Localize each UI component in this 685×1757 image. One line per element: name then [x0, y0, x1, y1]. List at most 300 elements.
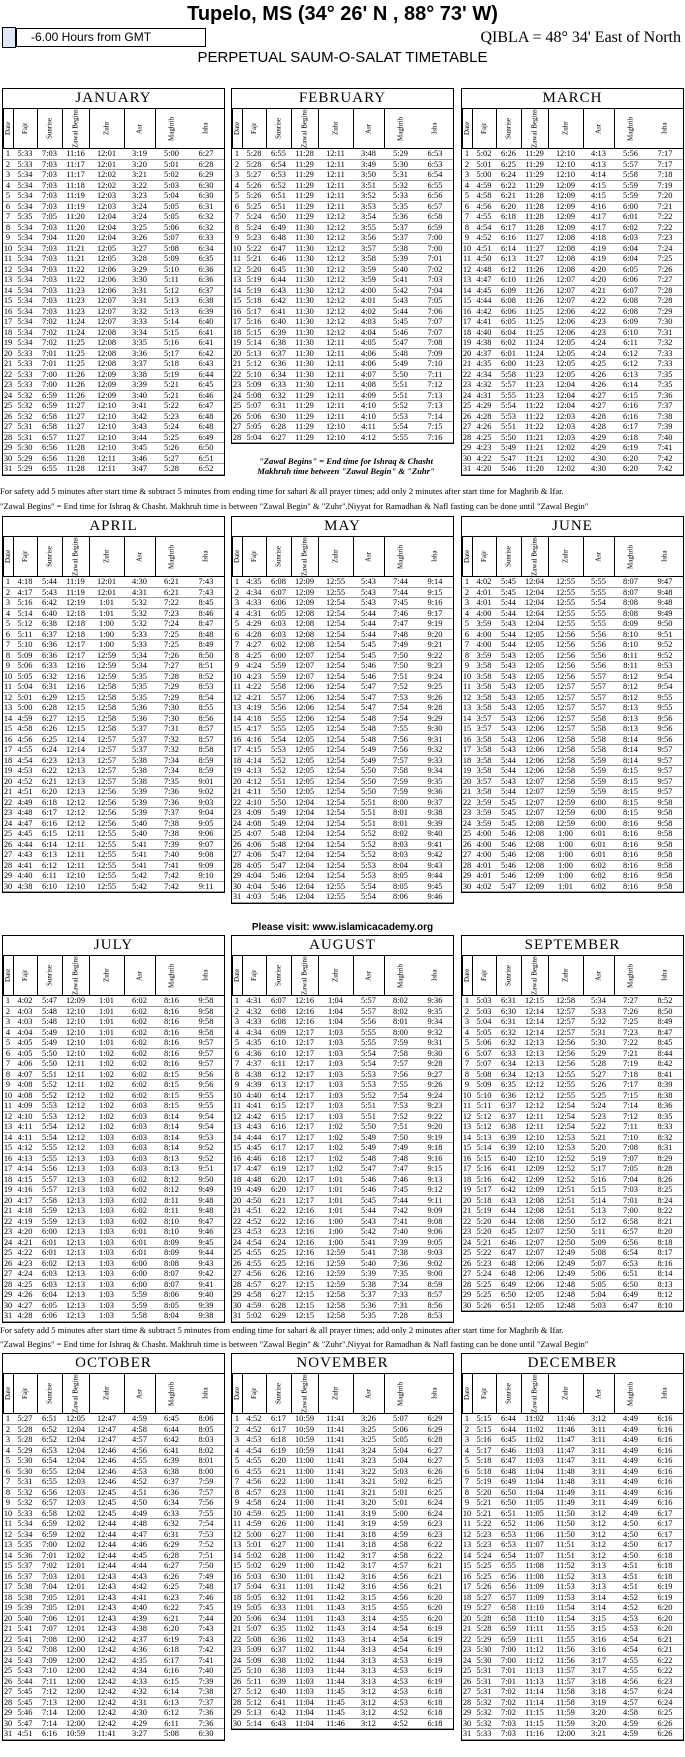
- table-cell: 3:12: [361, 1708, 376, 1717]
- table-cell: 31: [462, 1729, 472, 1738]
- table-cell: 4:46: [246, 1153, 262, 1163]
- table-cell: 7: [234, 1477, 240, 1486]
- table-cell: 1:00: [99, 619, 114, 628]
- table-cell: 5:44: [501, 608, 516, 618]
- table-cell: 4:24: [591, 348, 606, 358]
- table-cell: 5:57: [361, 1006, 376, 1016]
- table-cell: 5:14: [591, 1195, 606, 1205]
- table-row: [232, 651, 453, 662]
- table-cell: 4:10: [17, 1111, 33, 1121]
- table-cell: 4:52: [246, 1424, 262, 1434]
- table-cell: 6:36: [501, 1090, 516, 1100]
- table-row: [3, 672, 224, 683]
- table-cell: 19: [3, 1185, 13, 1194]
- table-cell: 12:09: [65, 996, 86, 1005]
- table-cell: 5:38: [361, 1279, 376, 1289]
- table-cell: 5:32: [132, 619, 147, 628]
- table-row: [3, 766, 224, 777]
- table-cell: 6:24: [657, 1697, 673, 1707]
- table-cell: 8:13: [623, 724, 638, 733]
- table-row: [462, 1059, 683, 1070]
- table-cell: 5:38: [17, 1592, 33, 1602]
- table-cell: 6:20: [164, 1624, 179, 1633]
- table-row: [232, 1446, 453, 1457]
- table-cell: 5: [5, 1038, 11, 1047]
- table-cell: 12:04: [65, 1445, 86, 1455]
- table-cell: 18: [462, 755, 472, 765]
- table-cell: 4:33: [246, 1017, 262, 1026]
- table-cell: 5:49: [361, 1143, 376, 1152]
- column-header: Zawal Begins: [291, 1374, 318, 1413]
- table-row: [3, 464, 224, 475]
- table-cell: 7:32: [164, 734, 179, 744]
- table-cell: 12:08: [524, 1216, 545, 1226]
- table-cell: 11:00: [295, 1487, 314, 1497]
- table-cell: 11:44: [326, 1655, 345, 1665]
- table-cell: 5:25: [476, 1561, 492, 1570]
- table-cell: 4:37: [476, 348, 492, 358]
- table-cell: 4:29: [246, 619, 262, 628]
- table-cell: 5:47: [271, 850, 286, 859]
- table-cell: 5:42: [132, 871, 147, 880]
- table-cell: 7:51: [393, 1122, 408, 1131]
- table-row: [3, 1301, 224, 1312]
- table-cell: 6:33: [501, 1048, 516, 1058]
- table-cell: 6:41: [164, 1445, 179, 1455]
- table-cell: 12:57: [555, 1006, 576, 1016]
- table-cell: 9:58: [657, 871, 673, 880]
- table-cell: 4:10: [361, 401, 376, 410]
- table-row: [232, 787, 453, 798]
- column-headers: [3, 537, 224, 577]
- table-cell: 12:45: [96, 1487, 117, 1497]
- table-cell: 7:32: [657, 338, 673, 347]
- table-cell: 5:05: [164, 201, 179, 211]
- table-cell: 11:29: [295, 191, 314, 200]
- table-cell: 5:54: [361, 881, 376, 891]
- table-cell: 7:36: [198, 1718, 214, 1728]
- table-cell: 20: [232, 776, 242, 786]
- column-header: Isha: [660, 1387, 669, 1400]
- table-cell: 7:03: [42, 1571, 57, 1581]
- table-cell: 27: [3, 850, 13, 859]
- table-cell: 29: [3, 1708, 13, 1717]
- table-cell: 4:06: [246, 839, 262, 849]
- table-cell: 9:01: [198, 776, 214, 786]
- table-cell: 6:52: [271, 180, 286, 190]
- table-cell: 11: [232, 682, 242, 691]
- table-row: [232, 745, 453, 756]
- table-cell: 6:42: [271, 1708, 286, 1717]
- column-header: Zawal Begins: [291, 109, 318, 148]
- column-headers: [232, 109, 453, 149]
- table-cell: 6:19: [427, 1655, 443, 1665]
- column-header: Zuhr: [318, 956, 353, 995]
- table-row: [3, 819, 224, 830]
- table-cell: 12:17: [294, 1132, 315, 1142]
- table-cell: 6:16: [657, 1477, 673, 1486]
- table-row: [232, 777, 453, 788]
- table-cell: 4:31: [132, 1697, 147, 1707]
- table-cell: 1:03: [99, 1185, 114, 1194]
- table-cell: 7:05: [623, 1164, 638, 1173]
- column-header: Zuhr: [318, 537, 353, 576]
- table-cell: 1:03: [99, 1143, 114, 1152]
- table-cell: 4:27: [17, 1300, 33, 1310]
- table-cell: 4:53: [623, 1613, 638, 1623]
- column-header: Maghrib: [384, 109, 417, 148]
- table-cell: 12:01: [96, 159, 117, 169]
- table-cell: 12:47: [96, 1414, 117, 1423]
- table-cell: 9:08: [198, 850, 214, 859]
- table-cell: 5:56: [591, 629, 606, 639]
- table-cell: 7:25: [164, 629, 179, 639]
- table-cell: 12:06: [524, 745, 545, 754]
- table-cell: 6:17: [657, 1529, 673, 1539]
- table-row: [462, 672, 683, 683]
- table-cell: 8:02: [393, 996, 408, 1005]
- table-cell: 12:12: [65, 818, 86, 828]
- table-cell: 12:08: [96, 327, 117, 337]
- table-cell: 18: [462, 1174, 472, 1184]
- table-cell: 5:39: [132, 808, 147, 817]
- table-cell: 3:57: [361, 243, 376, 253]
- table-cell: 12:17: [294, 1143, 315, 1152]
- table-row: [462, 1677, 683, 1688]
- table-cell: 12:04: [294, 808, 315, 817]
- table-cell: 4:04: [17, 1027, 33, 1037]
- table-cell: 6:53: [623, 1258, 638, 1268]
- column-header: Zuhr: [548, 109, 583, 148]
- table-row: [3, 307, 224, 318]
- table-cell: 5:55: [271, 713, 286, 723]
- table-cell: 6:30: [271, 1571, 286, 1581]
- table-cell: 6:20: [271, 1185, 286, 1194]
- table-cell: 12:58: [96, 682, 117, 691]
- table-cell: 27: [3, 1687, 13, 1696]
- table-cell: 6:19: [427, 1676, 443, 1686]
- table-cell: 8:49: [657, 1017, 673, 1026]
- table-row: [462, 149, 683, 160]
- table-cell: 30: [462, 1718, 472, 1728]
- table-row: [232, 819, 453, 830]
- table-cell: 23: [232, 1227, 242, 1236]
- table-cell: 9:54: [198, 1122, 214, 1131]
- table-cell: 5:16: [164, 338, 179, 347]
- table-cell: 6:03: [42, 1279, 57, 1289]
- table-cell: 5:04: [476, 1017, 492, 1026]
- table-cell: 6: [5, 1466, 11, 1476]
- table-row: [232, 829, 453, 840]
- table-cell: 5:45: [501, 797, 516, 807]
- table-cell: 5:55: [271, 724, 286, 733]
- table-cell: 7:18: [657, 170, 673, 179]
- table-cell: 5:15: [164, 327, 179, 337]
- table-cell: 12:55: [325, 881, 346, 891]
- table-cell: 5:54: [42, 1132, 57, 1142]
- table-row: [232, 391, 453, 402]
- table-cell: 3:58: [476, 766, 492, 775]
- table-cell: 5:59: [132, 1290, 147, 1299]
- table-cell: 3:20: [361, 1498, 376, 1507]
- table-cell: 14: [462, 713, 472, 723]
- table-cell: 12:09: [524, 1164, 545, 1173]
- table-cell: 12: [462, 1529, 472, 1539]
- table-row: [3, 703, 224, 714]
- table-cell: 4:05: [361, 338, 376, 347]
- table-cell: 12:13: [65, 1300, 86, 1310]
- table-cell: 27: [232, 850, 242, 859]
- table-row: [3, 661, 224, 672]
- table-cell: 11:42: [326, 1550, 345, 1560]
- table-cell: 6:49: [501, 1279, 516, 1289]
- table-cell: 6:13: [623, 369, 638, 379]
- table-cell: 5:05: [591, 1279, 606, 1289]
- table-cell: 3:15: [361, 1592, 376, 1602]
- table-cell: 11:05: [525, 1498, 544, 1507]
- table-cell: 8:24: [657, 1195, 673, 1205]
- table-row: [462, 401, 683, 412]
- table-cell: 4:12: [17, 1143, 33, 1152]
- table-cell: 5:02: [476, 149, 492, 158]
- table-cell: 12:01: [65, 1561, 86, 1570]
- table-cell: 6:03: [132, 1132, 147, 1142]
- table-cell: 11:05: [525, 1508, 544, 1518]
- table-cell: 12:51: [555, 1195, 576, 1205]
- table-cell: 21: [462, 787, 472, 796]
- table-cell: 12:04: [294, 797, 315, 807]
- table-cell: 5:19: [246, 285, 262, 295]
- table-cell: 12:09: [96, 369, 117, 379]
- table-cell: 12:12: [65, 1111, 86, 1121]
- table-cell: 12:54: [325, 703, 346, 712]
- table-cell: 5:17: [246, 306, 262, 316]
- table-cell: 3:27: [132, 243, 147, 253]
- table-cell: 12:06: [524, 1258, 545, 1268]
- table-cell: 29: [462, 443, 472, 452]
- table-cell: 6:42: [198, 348, 214, 358]
- table-cell: 4:48: [476, 264, 492, 274]
- table-cell: 6:02: [132, 1080, 147, 1089]
- table-cell: 12:10: [555, 159, 576, 169]
- table-cell: 12:50: [555, 1227, 576, 1236]
- table-cell: 7:10: [42, 1666, 57, 1675]
- table-cell: 1:00: [328, 1237, 343, 1247]
- table-cell: 7:49: [198, 1571, 214, 1581]
- table-cell: 12:55: [96, 850, 117, 859]
- table-cell: 14: [462, 1132, 472, 1142]
- table-row: [462, 1185, 683, 1196]
- table-cell: 12:17: [65, 640, 86, 649]
- table-cell: 8:54: [198, 692, 214, 702]
- table-row: [3, 1280, 224, 1291]
- table-cell: 2: [234, 587, 240, 597]
- table-row: [3, 317, 224, 328]
- table-cell: 5:02: [164, 170, 179, 179]
- table-cell: 5:38: [393, 243, 408, 253]
- table-cell: 3:58: [476, 682, 492, 691]
- table-cell: 6:44: [501, 1424, 516, 1434]
- table-cell: 7:56: [393, 1069, 408, 1079]
- column-header: Isha: [201, 122, 210, 135]
- table-cell: 7:01: [42, 359, 57, 368]
- table-cell: 7:03: [42, 170, 57, 179]
- table-cell: 7:49: [393, 640, 408, 649]
- table-cell: 16: [462, 1153, 472, 1163]
- table-cell: 12:46: [96, 1477, 117, 1486]
- table-cell: 5:04: [591, 1290, 606, 1299]
- table-cell: 3:16: [361, 1582, 376, 1591]
- table-cell: 4:56: [17, 734, 33, 744]
- table-cell: 12:59: [555, 797, 576, 807]
- table-cell: 6:36: [42, 650, 57, 660]
- column-header: Asr: [353, 109, 384, 148]
- table-cell: 6:20: [42, 787, 57, 796]
- table-cell: 6:40: [271, 317, 286, 326]
- table-cell: 6:18: [427, 1718, 443, 1728]
- table-cell: 8: [464, 222, 470, 232]
- table-cell: 4:59: [132, 1414, 147, 1423]
- table-cell: 5:07: [591, 1258, 606, 1268]
- table-row: [462, 1122, 683, 1133]
- table-cell: 7:25: [657, 254, 673, 263]
- table-cell: 15: [232, 296, 242, 305]
- table-row: [462, 735, 683, 746]
- table-cell: 12:46: [96, 1466, 117, 1476]
- table-cell: 6:48: [198, 422, 214, 431]
- table-cell: 12:19: [65, 598, 86, 607]
- table-cell: 5:59: [591, 755, 606, 765]
- table-cell: 6:17: [271, 1143, 286, 1152]
- table-cell: 5:35: [132, 692, 147, 702]
- table-cell: 11:20: [66, 233, 85, 242]
- table-cell: 12:07: [96, 317, 117, 326]
- table-cell: 9:04: [198, 808, 214, 817]
- table-cell: 12:08: [294, 619, 315, 628]
- table-cell: 6:20: [427, 1613, 443, 1623]
- table-cell: 5:34: [17, 1519, 33, 1528]
- table-cell: 9:57: [198, 1048, 214, 1058]
- table-cell: 8:14: [623, 734, 638, 744]
- table-cell: 7:31: [657, 327, 673, 337]
- table-cell: 28: [3, 1697, 13, 1707]
- table-cell: 12:07: [524, 776, 545, 786]
- table-cell: 6:23: [271, 1227, 286, 1236]
- table-cell: 12:59: [325, 1279, 346, 1289]
- table-cell: 9:53: [198, 1132, 214, 1142]
- table-cell: 5:45: [361, 640, 376, 649]
- table-cell: 5:41: [17, 1634, 33, 1644]
- table-cell: 12:54: [325, 860, 346, 870]
- table-cell: 8:02: [393, 1006, 408, 1016]
- table-cell: 6:14: [164, 1687, 179, 1696]
- table-cell: 6:32: [42, 671, 57, 681]
- table-cell: 7:42: [198, 1645, 214, 1654]
- table-cell: 6:53: [271, 170, 286, 179]
- table-cell: 4: [234, 1445, 240, 1455]
- table-row: [3, 996, 224, 1007]
- table-cell: 7:31: [393, 1300, 408, 1310]
- table-cell: 5:40: [393, 264, 408, 274]
- table-cell: 9:57: [657, 755, 673, 765]
- table-cell: 12:53: [555, 1143, 576, 1152]
- table-cell: 4:47: [476, 275, 492, 284]
- table-cell: 12:54: [325, 608, 346, 618]
- table-cell: 5:45: [501, 808, 516, 817]
- table-cell: 12:07: [524, 1227, 545, 1236]
- table-cell: 7:02: [427, 264, 443, 274]
- table-cell: 5:42: [393, 285, 408, 295]
- table-cell: 3: [234, 170, 240, 179]
- column-header: Zawal Begins: [521, 1374, 548, 1413]
- column-headers: [3, 109, 224, 149]
- table-cell: 16: [232, 1571, 242, 1581]
- column-header: Zawal Begins: [291, 537, 318, 576]
- table-cell: 5:47: [271, 860, 286, 870]
- table-cell: 12:03: [65, 1487, 86, 1497]
- table-cell: 6:31: [198, 201, 214, 211]
- table-cell: 5:28: [591, 1059, 606, 1068]
- table-cell: 5:50: [271, 787, 286, 796]
- table-cell: 12:43: [96, 1582, 117, 1591]
- table-cell: 19: [232, 1185, 242, 1194]
- table-cell: 6:49: [271, 222, 286, 232]
- month-may: [231, 516, 454, 904]
- table-cell: 13: [462, 1540, 472, 1549]
- table-cell: 10:59: [294, 1435, 315, 1444]
- table-cell: 5:36: [132, 713, 147, 723]
- table-row: [232, 798, 453, 809]
- table-row: [3, 1498, 224, 1509]
- table-cell: 12:57: [96, 755, 117, 765]
- table-cell: 7:04: [42, 1582, 57, 1591]
- table-row: [232, 149, 453, 160]
- table-cell: 3:56: [361, 233, 376, 242]
- table-cell: 5:33: [17, 348, 33, 358]
- table-cell: 7:44: [393, 577, 408, 586]
- table-cell: 3:22: [361, 1466, 376, 1476]
- table-cell: 20: [462, 348, 472, 358]
- table-cell: 4:17: [591, 212, 606, 221]
- table-cell: 4:31: [246, 608, 262, 618]
- table-cell: 9:49: [198, 1185, 214, 1194]
- table-row: [232, 1206, 453, 1217]
- table-cell: 5:35: [132, 682, 147, 691]
- table-cell: 11:28: [295, 149, 314, 158]
- table-row: [3, 651, 224, 662]
- table-cell: 12:02: [65, 1550, 86, 1560]
- table-cell: 5:43: [17, 1666, 33, 1675]
- table-cell: 6:21: [657, 1634, 673, 1644]
- table-cell: 12:13: [524, 1038, 545, 1047]
- table-row: [232, 1259, 453, 1270]
- table-cell: 11:04: [295, 1718, 314, 1728]
- table-cell: 12: [3, 1111, 13, 1121]
- table-row: [3, 359, 224, 370]
- table-cell: 11:25: [525, 317, 544, 326]
- table-cell: 5:38: [17, 1582, 33, 1591]
- table-cell: 7:30: [164, 703, 179, 712]
- table-cell: 13: [462, 703, 472, 712]
- table-cell: 9:46: [427, 892, 443, 901]
- table-cell: 6:18: [657, 1571, 673, 1581]
- table-cell: 16: [462, 734, 472, 744]
- table-cell: 4:01: [476, 598, 492, 607]
- table-cell: 7:45: [198, 1603, 214, 1612]
- table-cell: 12:55: [325, 577, 346, 586]
- table-cell: 12:05: [555, 348, 576, 358]
- table-cell: 5:44: [501, 629, 516, 639]
